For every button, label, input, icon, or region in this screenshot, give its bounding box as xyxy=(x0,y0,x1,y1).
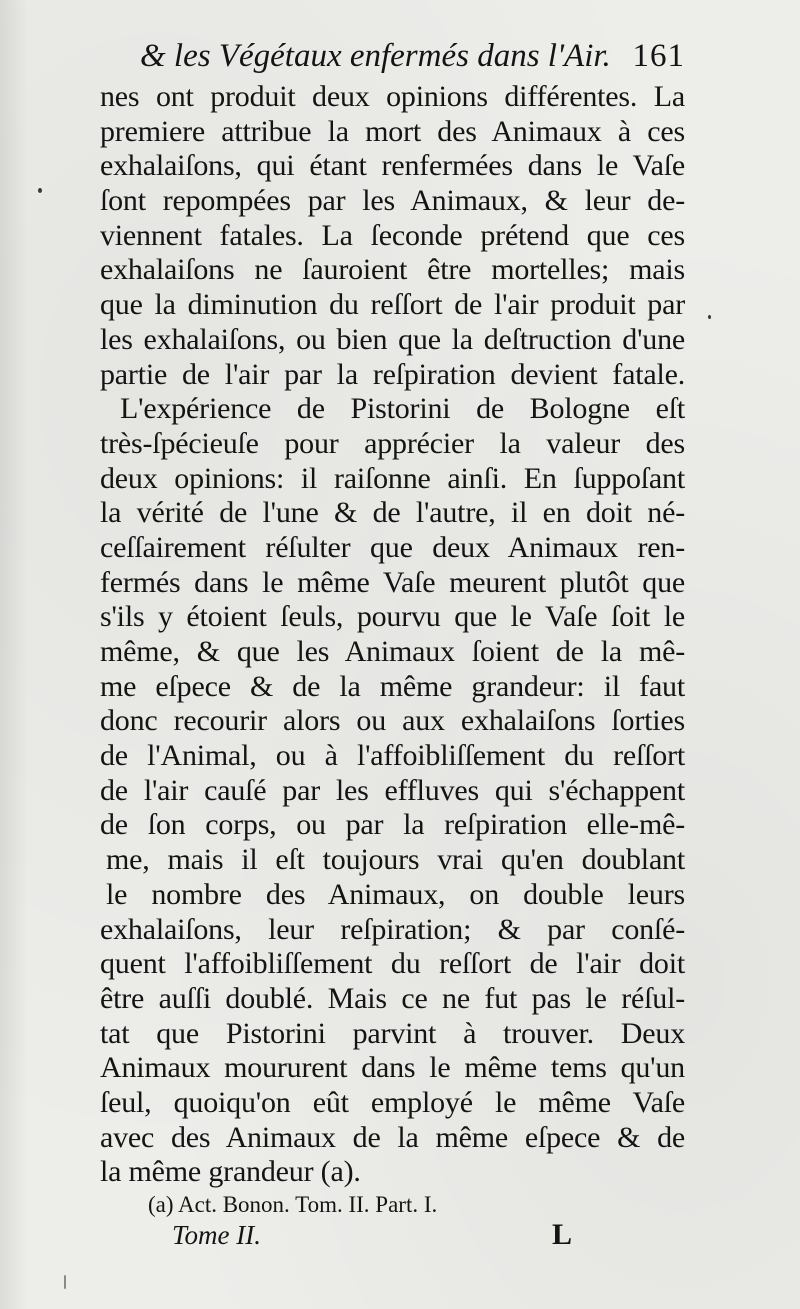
text-line: quent l'affoibliſſement du reſſort de l'air doit xyxy=(100,947,685,981)
text-line: me, mais il eſt toujours vrai qu'en doublant xyxy=(106,843,685,877)
text-line: L'expérience de Pistorini de Bologne eſt xyxy=(120,392,685,426)
text-line: la même grandeur (a). xyxy=(100,1155,361,1189)
page-number: 161 xyxy=(632,38,685,74)
text-line: de l'air cauſé par les effluves qui s'échappent xyxy=(100,773,685,807)
volume-label: Tome II. xyxy=(172,1220,262,1250)
text-line: viennent fatales. La ſeconde prétend que ces xyxy=(100,218,685,252)
text-line: ceſſairement réſulter que deux Animaux ren- xyxy=(100,530,685,564)
text-line: être auſſi doublé. Mais ce ne fut pas le réſul- xyxy=(100,981,685,1015)
signature-mark: L xyxy=(551,1218,572,1251)
text-line: tat que Pistorini parvint à trouver. Deux xyxy=(100,1016,685,1050)
running-title: & les Végétaux enfermés dans l'Air. xyxy=(140,38,611,74)
text-line: partie de l'air par la reſpiration devient fatale. xyxy=(100,357,685,391)
text-line: deux opinions: il raiſonne ainſi. En ſuppoſant xyxy=(100,461,685,495)
text-line: exhalaiſons, qui étant renfermées dans le Vaſe xyxy=(100,149,685,183)
footnote: (a) Act. Bonon. Tom. II. Part. I. xyxy=(148,1192,438,1217)
ink-speck xyxy=(64,1275,66,1289)
text-line: avec des Animaux de la même eſpece & de xyxy=(100,1120,685,1154)
text-line: même, & que les Animaux ſoient de la mê- xyxy=(100,635,685,668)
text-line: donc recourir alors ou aux exhalaiſons ſorties xyxy=(100,704,685,738)
text-line: nes ont produit deux opinions différentes. La xyxy=(100,80,685,113)
body-text xyxy=(100,80,685,1190)
page-footer xyxy=(172,1218,572,1258)
ink-speck xyxy=(708,315,711,319)
text-line: de l'Animal, ou à l'affoibliſſement du reſſort xyxy=(100,739,685,773)
text-line: s'ils y étoient ſeuls, pourvu que le Vaſe ſoit le xyxy=(100,600,685,634)
page-edge-shadow xyxy=(0,0,28,1309)
text-line: exhalaiſons, leur reſpiration; & par conſé- xyxy=(100,912,685,946)
text-line: Animaux moururent dans le même tems qu'un xyxy=(100,1051,685,1085)
text-line: les exhalaiſons, ou bien que la deſtruction d'une xyxy=(100,322,685,356)
ink-speck xyxy=(38,188,42,193)
text-line: premiere attribue la mort des Animaux à ces xyxy=(100,114,685,148)
text-line: la vérité de l'une & de l'autre, il en doit né- xyxy=(100,496,685,530)
text-line: très-ſpécieuſe pour apprécier la valeur des xyxy=(100,426,685,460)
text-line: ſont repompées par les Animaux, & leur de- xyxy=(100,184,685,218)
text-line: me eſpece & de la même grandeur: il faut xyxy=(100,669,685,703)
text-line: exhalaiſons ne ſauroient être mortelles; mais xyxy=(100,253,685,287)
running-head xyxy=(140,38,685,84)
text-line: que la diminution du reſſort de l'air produit par xyxy=(100,288,685,322)
text-line: ſeul, quoiqu'on eût employé le même Vaſe xyxy=(100,1085,685,1119)
text-line: de ſon corps, ou par la reſpiration elle-mê- xyxy=(100,808,685,842)
text-line: le nombre des Animaux, on double leurs xyxy=(106,877,685,911)
text-line: fermés dans le même Vaſe meurent plutôt que xyxy=(100,565,685,599)
